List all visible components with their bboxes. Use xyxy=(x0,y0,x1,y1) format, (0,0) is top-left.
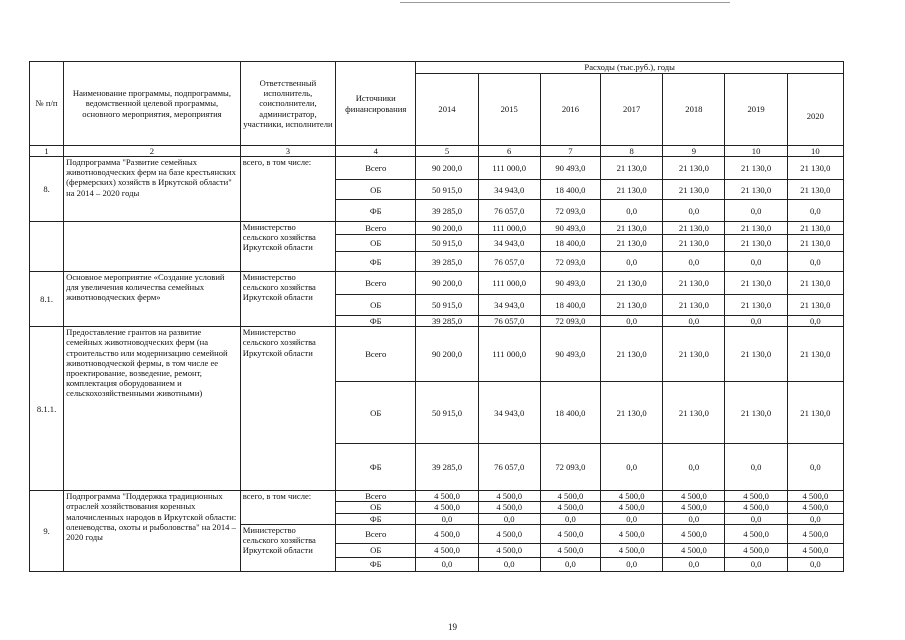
row-source: ФБ xyxy=(336,200,416,222)
column-number: 3 xyxy=(240,146,335,157)
row-value: 0,0 xyxy=(725,252,787,272)
row-value: 0,0 xyxy=(663,513,725,524)
row-source: Всего xyxy=(336,524,416,543)
row-value: 34 943,0 xyxy=(478,235,540,252)
row-value: 4 500,0 xyxy=(416,543,478,557)
row-value: 0,0 xyxy=(787,252,843,272)
column-number: 7 xyxy=(540,146,600,157)
row-value: 21 130,0 xyxy=(663,295,725,316)
row-value: 4 500,0 xyxy=(663,502,725,513)
row-value: 0,0 xyxy=(725,444,787,491)
row-value: 50 915,0 xyxy=(416,180,478,200)
row-responsible: Министерство сельского хозяйства Иркутской области xyxy=(240,327,335,491)
row-value: 90 493,0 xyxy=(540,222,600,235)
header-num: № п/п xyxy=(30,62,64,146)
row-value: 39 285,0 xyxy=(416,316,478,327)
row-value: 21 130,0 xyxy=(725,382,787,444)
header-year: 2016 xyxy=(540,74,600,146)
row-name: Основное мероприятие «Создание условий для увеличения количества семейных животноводческих ферм» xyxy=(64,272,241,327)
row-value: 0,0 xyxy=(663,200,725,222)
row-value: 18 400,0 xyxy=(540,180,600,200)
row-value: 4 500,0 xyxy=(540,543,600,557)
column-number: 6 xyxy=(478,146,540,157)
row-value: 4 500,0 xyxy=(478,502,540,513)
row-value: 0,0 xyxy=(601,444,663,491)
row-value: 34 943,0 xyxy=(478,180,540,200)
row-value: 21 130,0 xyxy=(725,295,787,316)
row-value: 21 130,0 xyxy=(663,222,725,235)
row-responsible: Министерство сельского хозяйства Иркутской области xyxy=(240,222,335,272)
header-source: Источники финансирования xyxy=(336,62,416,146)
header-expenses: Расходы (тыс.руб.), годы xyxy=(416,62,844,74)
table-row xyxy=(30,327,844,382)
row-source: ФБ xyxy=(336,513,416,524)
column-number: 1 xyxy=(30,146,64,157)
column-number: 10 xyxy=(787,146,843,157)
row-value: 4 500,0 xyxy=(787,491,843,502)
row-source: ФБ xyxy=(336,444,416,491)
row-value: 21 130,0 xyxy=(787,295,843,316)
row-value: 39 285,0 xyxy=(416,444,478,491)
row-value: 21 130,0 xyxy=(663,235,725,252)
row-value: 0,0 xyxy=(725,316,787,327)
row-value: 0,0 xyxy=(725,200,787,222)
row-source: Всего xyxy=(336,222,416,235)
row-responsible: всего, в том числе: xyxy=(240,491,335,524)
row-source: ФБ xyxy=(336,316,416,327)
row-value: 90 200,0 xyxy=(416,222,478,235)
row-value: 21 130,0 xyxy=(601,157,663,180)
row-value: 4 500,0 xyxy=(725,524,787,543)
row-value: 21 130,0 xyxy=(601,382,663,444)
row-source: ОБ xyxy=(336,382,416,444)
row-value: 21 130,0 xyxy=(663,272,725,295)
row-value: 4 500,0 xyxy=(787,524,843,543)
row-value: 21 130,0 xyxy=(787,222,843,235)
header-year: 2014 xyxy=(416,74,478,146)
row-value: 72 093,0 xyxy=(540,252,600,272)
row-value: 0,0 xyxy=(725,513,787,524)
row-source: ФБ xyxy=(336,557,416,571)
row-value: 90 200,0 xyxy=(416,272,478,295)
table-row xyxy=(30,222,844,235)
row-value: 21 130,0 xyxy=(601,327,663,382)
row-value: 4 500,0 xyxy=(725,502,787,513)
row-value: 21 130,0 xyxy=(601,272,663,295)
row-number xyxy=(30,222,64,272)
table-row xyxy=(30,491,844,502)
row-source: Всего xyxy=(336,272,416,295)
row-value: 4 500,0 xyxy=(787,543,843,557)
row-value: 90 200,0 xyxy=(416,327,478,382)
column-number: 9 xyxy=(663,146,725,157)
row-value: 21 130,0 xyxy=(725,235,787,252)
row-value: 21 130,0 xyxy=(725,272,787,295)
row-value: 0,0 xyxy=(663,252,725,272)
row-value: 4 500,0 xyxy=(540,491,600,502)
row-source: ОБ xyxy=(336,543,416,557)
row-value: 4 500,0 xyxy=(601,502,663,513)
row-value: 76 057,0 xyxy=(478,200,540,222)
header-year: 2019 xyxy=(725,74,787,146)
row-value: 50 915,0 xyxy=(416,382,478,444)
row-value: 4 500,0 xyxy=(663,524,725,543)
row-value: 21 130,0 xyxy=(601,295,663,316)
column-number: 2 xyxy=(64,146,241,157)
row-value: 90 200,0 xyxy=(416,157,478,180)
row-responsible: всего, в том числе: xyxy=(240,157,335,222)
row-value: 90 493,0 xyxy=(540,327,600,382)
row-value: 50 915,0 xyxy=(416,295,478,316)
row-number: 8.1. xyxy=(30,272,64,327)
row-value: 50 915,0 xyxy=(416,235,478,252)
row-value: 111 000,0 xyxy=(478,222,540,235)
header-year: 2018 xyxy=(663,74,725,146)
header-year: 2020 xyxy=(787,74,843,146)
row-value: 4 500,0 xyxy=(478,491,540,502)
row-value: 0,0 xyxy=(416,513,478,524)
row-value: 111 000,0 xyxy=(478,327,540,382)
row-value: 39 285,0 xyxy=(416,252,478,272)
row-value: 90 493,0 xyxy=(540,272,600,295)
row-value: 4 500,0 xyxy=(478,543,540,557)
row-name: Подпрограмма "Поддержка традиционных отраслей хозяйствования коренных малочисленных народов в Иркутской области: оленеводства, охоты и рыболовства" на 2014 – 2020 годы xyxy=(64,491,241,571)
budget-table xyxy=(29,61,844,572)
page-number: 19 xyxy=(448,622,457,632)
row-value: 0,0 xyxy=(601,513,663,524)
row-value: 72 093,0 xyxy=(540,444,600,491)
row-value: 21 130,0 xyxy=(787,327,843,382)
row-name xyxy=(64,222,241,272)
column-number: 4 xyxy=(336,146,416,157)
table-row xyxy=(30,157,844,180)
row-responsible: Министерство сельского хозяйства Иркутской области xyxy=(240,524,335,571)
row-value: 21 130,0 xyxy=(787,180,843,200)
row-value: 0,0 xyxy=(663,444,725,491)
row-source: ОБ xyxy=(336,180,416,200)
row-value: 4 500,0 xyxy=(478,524,540,543)
top-rule xyxy=(400,2,730,3)
row-value: 0,0 xyxy=(787,513,843,524)
row-value: 34 943,0 xyxy=(478,295,540,316)
row-value: 0,0 xyxy=(725,557,787,571)
row-source: Всего xyxy=(336,491,416,502)
row-value: 76 057,0 xyxy=(478,252,540,272)
row-value: 0,0 xyxy=(787,557,843,571)
row-value: 21 130,0 xyxy=(787,382,843,444)
row-value: 0,0 xyxy=(787,200,843,222)
row-value: 4 500,0 xyxy=(601,491,663,502)
row-value: 0,0 xyxy=(663,557,725,571)
row-value: 21 130,0 xyxy=(601,180,663,200)
row-value: 0,0 xyxy=(601,252,663,272)
header-year: 2015 xyxy=(478,74,540,146)
row-value: 34 943,0 xyxy=(478,382,540,444)
row-value: 4 500,0 xyxy=(416,502,478,513)
row-value: 21 130,0 xyxy=(663,180,725,200)
row-value: 39 285,0 xyxy=(416,200,478,222)
row-value: 0,0 xyxy=(601,316,663,327)
row-value: 0,0 xyxy=(540,513,600,524)
row-value: 4 500,0 xyxy=(601,524,663,543)
row-value: 72 093,0 xyxy=(540,200,600,222)
row-value: 76 057,0 xyxy=(478,316,540,327)
row-value: 76 057,0 xyxy=(478,444,540,491)
row-source: Всего xyxy=(336,157,416,180)
header-responsible: Ответственный исполнитель, соисполнители, администратор, участники, исполнители xyxy=(240,62,335,146)
row-source: ОБ xyxy=(336,235,416,252)
row-value: 21 130,0 xyxy=(787,235,843,252)
row-value: 0,0 xyxy=(601,200,663,222)
row-name: Подпрограмма "Развитие семейных животноводческих ферм на базе крестьянских (фермерских) хозяйств в Иркутской области" на 2014 – 2020 годы xyxy=(64,157,241,222)
row-source: ОБ xyxy=(336,502,416,513)
row-value: 21 130,0 xyxy=(725,180,787,200)
row-value: 21 130,0 xyxy=(663,382,725,444)
row-number: 8. xyxy=(30,157,64,222)
row-value: 21 130,0 xyxy=(601,235,663,252)
row-value: 4 500,0 xyxy=(416,491,478,502)
header-name: Наименование программы, подпрограммы, ведомственной целевой программы, основного мероприятия, мероприятия xyxy=(64,62,241,146)
row-source: ОБ xyxy=(336,295,416,316)
row-value: 18 400,0 xyxy=(540,382,600,444)
table-row xyxy=(30,272,844,295)
row-value: 111 000,0 xyxy=(478,272,540,295)
row-name: Предоставление грантов на развитие семейных животноводческих ферм (на строительство или модернизацию семейной животноводческой фермы, в том числе ее проектирование, возведение, ремонт, комплектация оборудованием и сельскохозяйственными животными) xyxy=(64,327,241,491)
row-value: 21 130,0 xyxy=(725,327,787,382)
row-number: 9. xyxy=(30,491,64,571)
row-value: 111 000,0 xyxy=(478,157,540,180)
row-value: 4 500,0 xyxy=(725,543,787,557)
row-value: 4 500,0 xyxy=(416,524,478,543)
row-value: 21 130,0 xyxy=(725,222,787,235)
row-value: 0,0 xyxy=(787,444,843,491)
row-value: 18 400,0 xyxy=(540,235,600,252)
row-value: 4 500,0 xyxy=(540,524,600,543)
row-value: 4 500,0 xyxy=(540,502,600,513)
row-value: 90 493,0 xyxy=(540,157,600,180)
row-value: 0,0 xyxy=(663,316,725,327)
row-value: 0,0 xyxy=(601,557,663,571)
header-year: 2017 xyxy=(601,74,663,146)
row-value: 21 130,0 xyxy=(725,157,787,180)
row-source: Всего xyxy=(336,327,416,382)
row-value: 21 130,0 xyxy=(601,222,663,235)
row-value: 4 500,0 xyxy=(725,491,787,502)
column-number: 10 xyxy=(725,146,787,157)
row-value: 0,0 xyxy=(540,557,600,571)
row-value: 18 400,0 xyxy=(540,295,600,316)
row-number: 8.1.1. xyxy=(30,327,64,491)
row-value: 21 130,0 xyxy=(663,327,725,382)
column-number: 5 xyxy=(416,146,478,157)
row-value: 72 093,0 xyxy=(540,316,600,327)
row-value: 4 500,0 xyxy=(787,502,843,513)
row-value: 4 500,0 xyxy=(663,491,725,502)
row-value: 4 500,0 xyxy=(663,543,725,557)
row-value: 4 500,0 xyxy=(601,543,663,557)
row-source: ФБ xyxy=(336,252,416,272)
row-value: 0,0 xyxy=(787,316,843,327)
column-number: 8 xyxy=(601,146,663,157)
row-value: 0,0 xyxy=(478,513,540,524)
row-value: 21 130,0 xyxy=(787,272,843,295)
row-responsible: Министерство сельского хозяйства Иркутской области xyxy=(240,272,335,327)
row-value: 0,0 xyxy=(416,557,478,571)
row-value: 21 130,0 xyxy=(787,157,843,180)
row-value: 21 130,0 xyxy=(663,157,725,180)
row-value: 0,0 xyxy=(478,557,540,571)
